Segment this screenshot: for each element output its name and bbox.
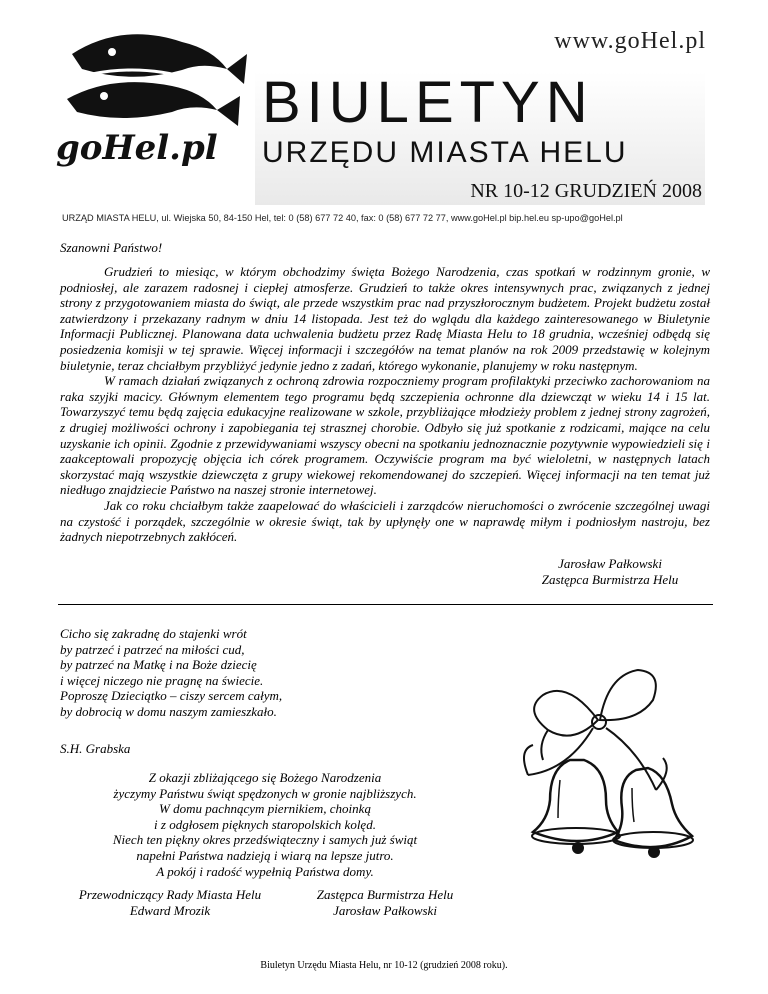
signature-deputy-mayor	[275, 887, 495, 918]
contact-info: URZĄD MIASTA HELU, ul. Wiejska 50, 84-150 Hel, tel: 0 (58) 677 72 40, fax: 0 (58) 677 72 77, www.goHel.pl bip.hel.eu sp-upo@goHel.pl	[62, 213, 623, 223]
letter-body	[60, 264, 710, 545]
poem-line: by dobrocią w domu naszym zamieszkało.	[60, 703, 277, 719]
wishes-line: napełni Państwa nadzieją i wiarą na lepsze jutro.	[136, 847, 394, 863]
poem-author: S.H. Grabska	[60, 741, 131, 756]
salutation: Szanowni Państwo!	[60, 240, 163, 255]
signature-role: Przewodniczący Rady Miasta Helu	[78, 887, 262, 902]
christmas-wishes	[60, 770, 470, 879]
logo-text: goHel.pl	[56, 128, 218, 168]
poem	[60, 626, 390, 720]
poem-line: Poproszę Dzieciątko – ciszy sercem całym,	[60, 688, 283, 704]
poem-line: by patrzeć na Matkę i na Boże dziecię	[60, 657, 257, 673]
signature-role: Zastępca Burmistrza Helu	[541, 571, 679, 587]
bulletin-subtitle: URZĘDU MIASTA HELU	[262, 136, 628, 169]
christmas-bells-icon	[488, 650, 708, 885]
page-footer: Biuletyn Urzędu Miasta Helu, nr 10-12 (grudzień 2008 roku).	[260, 960, 508, 971]
wishes-line: Z okazji zbliżającego się Bożego Narodzenia	[148, 770, 382, 785]
wishes-line: życzymy Państwu świąt spędzonych w gronie najbliższych.	[113, 785, 417, 801]
wishes-line: A pokój i radość wypełnią Państwa domy.	[156, 863, 374, 879]
bulletin-title: BIULETYN	[262, 70, 594, 135]
poem-line: Cicho się zakradnę do stajenki wrót	[60, 626, 247, 641]
signature-name: Jarosław Pałkowski	[558, 556, 662, 571]
gohel-logo	[52, 14, 252, 209]
fish-icon	[52, 14, 252, 204]
wishes-line: Niech ten piękny okres przedświąteczny i samych już świąt	[112, 832, 418, 848]
site-url[interactable]: www.goHel.pl	[554, 28, 706, 54]
signature-name: Edward Mrozik	[129, 902, 211, 918]
wishes-line: W domu pachnącym piernikiem, choinką	[159, 801, 371, 817]
issue-number: NR 10-12 GRUDZIEŃ 2008	[470, 180, 702, 202]
letter-paragraph: W ramach działań związanych z ochroną zdrowia rozpoczniemy program profilaktyki przeciwko zachorowaniom na raka szyjki macicy. Głównym elementem tego programu będą szczepienia ochronne dla dziewcząt w wieku 14 i 15 lat. Towarzyszyć temu będą zajęcia edukacyjne realizowane w szkole, przybliżające młodzieży problem z jednej strony zagrożeń, z drugiej możliwości ochrony i zapobiegania tej strasznej chorobie. Odbyło się już spotkanie z rodzicami, mające na celu uzyskanie ich opinii. Zgodnie z przewidywaniami wszyscy obecni na spotkaniu jednoznacznie pozytywnie wypowiedzieli się i zaakceptowali propozycję objęcia ich córek programem. Oczywiście program ma być wieloletni, w następnych latach skorzystać mają wszystkie dziewczęta z grupy wiekowej rekomendowanej do szczepień. Więcej informacji na ten temat już niedługo znajdziecie Państwo na naszej stronie internetowej.	[60, 373, 710, 498]
poem-line: by patrzeć i patrzeć na miłości cud,	[60, 641, 245, 657]
letter-signature	[510, 556, 710, 587]
wishes-line: i z odgłosem pięknych staropolskich kolęd.	[154, 816, 376, 832]
section-divider	[58, 604, 713, 605]
letter-paragraph: Grudzień to miesiąc, w którym obchodzimy święta Bożego Narodzenia, czas spotkań w rodzinnym gronie, w podniosłej, ale zarazem radosnej i ciepłej atmosferze. Grudzień to także okres intensywnych prac, związanych z jednej strony z przygotowaniem miasta do świąt, ale przede wszystkim prac nad przyszłorocznym budżetem. Projekt budżetu został zatwierdzony i przekazany radnym w dniu 14 listopada. Jest też do wglądu dla każdego zainteresowanego w Biuletynie Informacji Publicznej. Planowana data uchwalenia budżetu przez Radę Miasta Helu to 18 grudnia, wcześniej odbędą się posiedzenia komisji w tej sprawie. Więcej informacji i szczegółów na temat planów na rok 2009 przedstawię w kolejnym biuletynie, teraz chciałbym przybliżyć jedynie jedno z zadań, którego wykonanie, planujemy w roku następnym.	[60, 264, 710, 373]
signature-name: Jarosław Pałkowski	[333, 902, 437, 918]
letter-paragraph: Jak co roku chciałbym także zaapelować do właścicieli i zarządców nieruchomości o zwrócenie szczególnej uwagi na czystość i porządek, szczególnie w okresie świąt, tak by upłynęły one w naprawdę miłym i podniosłym nastroju, bez żadnych niepotrzebnych zakłóceń.	[60, 497, 710, 545]
signature-role: Zastępca Burmistrza Helu	[316, 887, 454, 902]
signature-council-chairman	[60, 887, 280, 918]
poem-line: i więcej niczego nie pragnę na świecie.	[60, 672, 264, 688]
